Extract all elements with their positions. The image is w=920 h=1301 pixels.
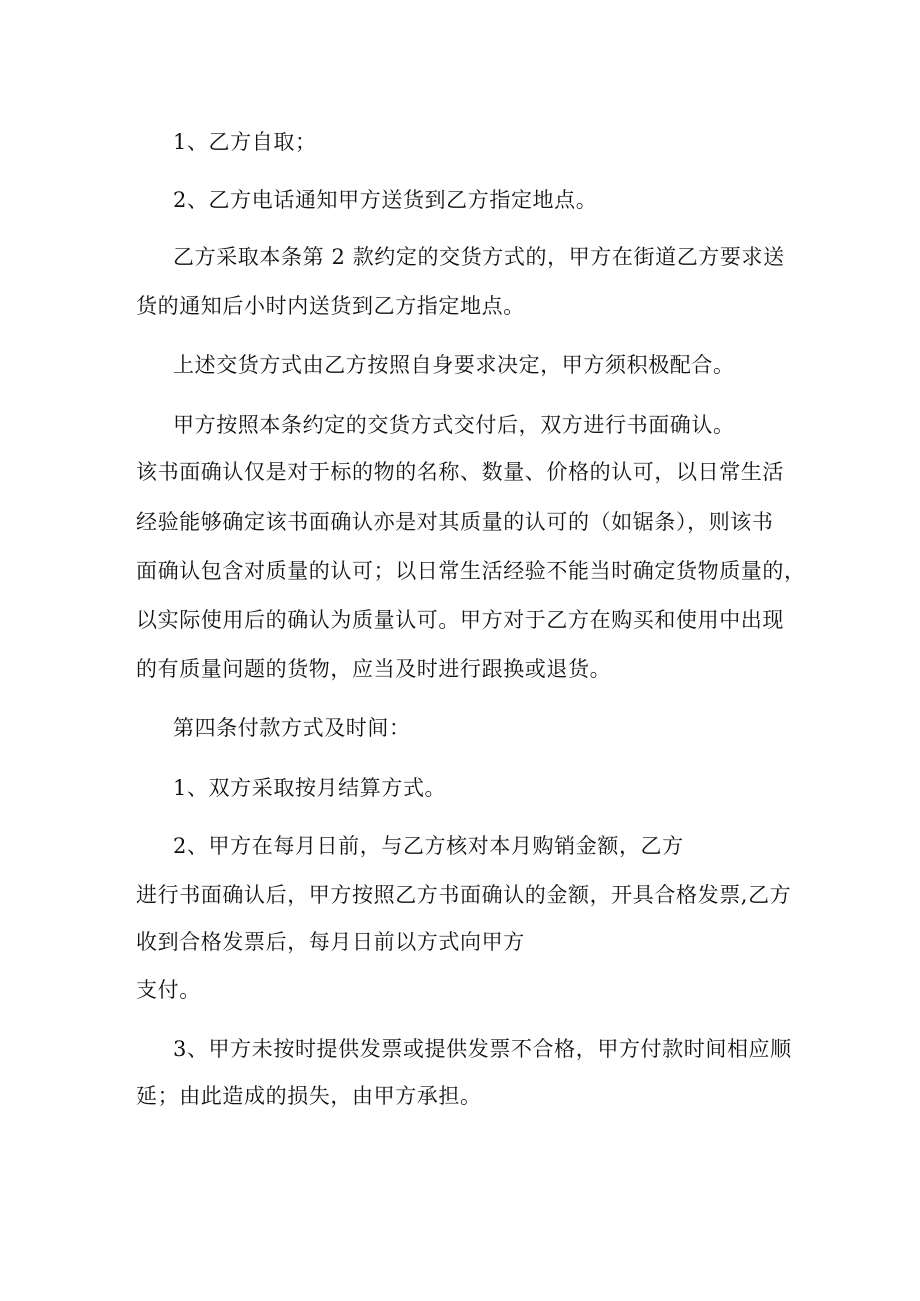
text-line: 进行书面确认后，甲方按照乙方书面确认的金额，开具合格发票,乙方 [136,883,792,907]
text-line: 该书面确认仅是对于标的物的名称、数量、价格的认可，以日常生活 [136,460,784,484]
text-line: 以实际使用后的确认为质量认可。甲方对于乙方在购买和使用中出现 [136,608,784,632]
text-line: 2、乙方电话通知甲方送货到乙方指定地点。 [173,188,598,212]
text-line: 第四条付款方式及时间： [173,716,411,740]
text-line: 的有质量问题的货物，应当及时进行跟换或退货。 [136,657,612,681]
text-line: 乙方采取本条第 2 款约定的交货方式的，甲方在街道乙方要求送 [173,245,785,269]
text-line: 面确认包含对质量的认可；以日常生活经验不能当时确定货物质量的， [136,559,806,583]
text-line: 收到合格发票后，每月日前以方式向甲方 [136,930,525,954]
text-line: 延；由此造成的损失，由甲方承担。 [136,1084,482,1108]
text-line: 经验能够确定该书面确认亦是对其质量的认可的（如锯条），则该书 [136,510,774,534]
text-line: 1、乙方自取； [173,130,317,154]
text-line: 上述交货方式由乙方按照自身要求决定，甲方须积极配合。 [173,353,735,377]
text-line: 甲方按照本条约定的交货方式交付后，双方进行书面确认。 [173,413,735,437]
text-line: 1、双方采取按月结算方式。 [173,776,447,800]
text-line: 2、甲方在每月日前，与乙方核对本月购销金额，乙方 [173,834,684,858]
text-line: 支付。 [136,978,201,1002]
text-line: 货的通知后小时内送货到乙方指定地点。 [136,294,525,318]
text-line: 3、甲方未按时提供发票或提供发票不合格，甲方付款时间相应顺 [173,1037,792,1061]
